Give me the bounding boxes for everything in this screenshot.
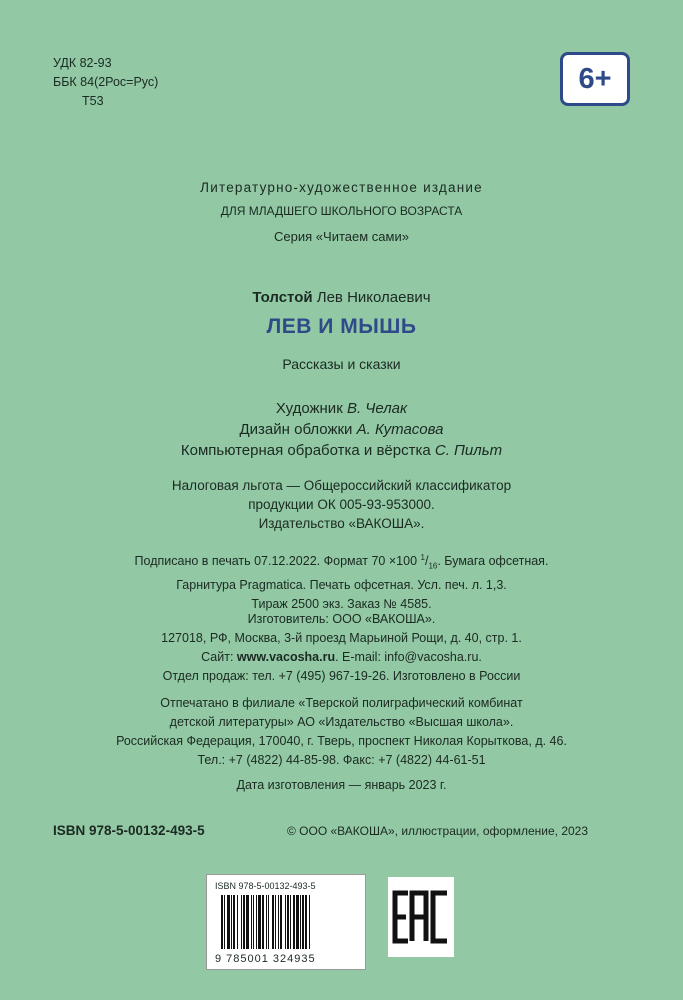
barcode-bar bbox=[256, 895, 257, 949]
printer-block bbox=[0, 694, 683, 770]
edition-audience: ДЛЯ МЛАДШЕГО ШКОЛЬНОГО ВОЗРАСТА bbox=[220, 204, 463, 218]
manufacturer-block bbox=[0, 610, 683, 686]
barcode-bar bbox=[275, 895, 276, 949]
printer-line: Отпечатано в филиале «Тверской полиграфический комбинат bbox=[160, 696, 523, 710]
barcode-bar bbox=[251, 895, 252, 949]
book-subtitle: Рассказы и сказки bbox=[282, 356, 401, 372]
tax-line: Издательство «ВАКОША». bbox=[258, 516, 425, 531]
barcode-bar bbox=[272, 895, 274, 949]
author-name: Лев Николаевич bbox=[316, 289, 431, 306]
author bbox=[0, 289, 683, 306]
barcode-bar bbox=[309, 895, 310, 949]
barcode-bar bbox=[278, 895, 279, 949]
barcode-bar bbox=[280, 895, 282, 949]
author-mark: Т53 bbox=[82, 94, 104, 108]
manufacturer-sales: Отдел продаж: тел. +7 (495) 967-19-26. Изготовлено в России bbox=[162, 669, 521, 683]
site-link[interactable]: www.vacosha.ru bbox=[236, 650, 336, 664]
barcode bbox=[206, 874, 366, 970]
manufacturer-contacts: Сайт: www.vacosha.ru. E-mail: info@vacosha.ru. bbox=[201, 650, 482, 664]
printer-line: детской литературы» АО «Издательство «Высшая школа». bbox=[169, 715, 514, 729]
manufacture-date: Дата изготовления — январь 2023 г. bbox=[236, 778, 447, 792]
barcode-bar bbox=[268, 895, 269, 949]
printer-line: Тел.: +7 (4822) 44-85-98. Факс: +7 (4822) 44-61-51 bbox=[197, 753, 486, 767]
barcode-bar bbox=[231, 895, 232, 949]
author-surname: Толстой bbox=[252, 289, 313, 306]
manufacturer-line: Изготовитель: ООО «ВАКОША». bbox=[247, 612, 436, 626]
barcode-bar bbox=[266, 895, 267, 949]
barcode-bar bbox=[224, 895, 225, 949]
barcode-isbn: ISBN 978-5-00132-493-5 bbox=[215, 881, 316, 891]
credit-cover-design: Дизайн обложки А. Кутасова bbox=[239, 421, 444, 438]
barcode-bar bbox=[243, 895, 245, 949]
edition-series: Серия «Читаем сами» bbox=[274, 229, 409, 244]
barcode-bar bbox=[262, 895, 264, 949]
credits-block bbox=[0, 398, 683, 461]
barcode-bar bbox=[241, 895, 242, 949]
credit-layout: Компьютерная обработка и вёрстка С. Пильт bbox=[180, 442, 503, 459]
print-info-block bbox=[0, 548, 683, 614]
eac-mark-icon bbox=[388, 877, 454, 957]
book-title: ЛЕВ И МЫШЬ bbox=[266, 315, 417, 338]
credit-illustrator: Художник В. Челак bbox=[275, 400, 408, 417]
barcode-bar bbox=[227, 895, 230, 949]
barcode-bar bbox=[258, 895, 261, 949]
barcode-bar bbox=[293, 895, 295, 949]
barcode-bar bbox=[300, 895, 301, 949]
barcode-bar bbox=[237, 895, 238, 949]
barcode-bar bbox=[296, 895, 299, 949]
barcode-bar bbox=[287, 895, 289, 949]
barcode-bar bbox=[233, 895, 235, 949]
edition-type: Литературно-художественное издание bbox=[200, 180, 483, 195]
print-info-line: Гарнитура Pragmatica. Печать офсетная. Усл. печ. л. 1,3. bbox=[176, 577, 507, 592]
bbk-code: ББК 84(2Рос=Рус) bbox=[53, 75, 159, 89]
barcode-bar bbox=[302, 895, 304, 949]
age-rating-badge: 6+ bbox=[560, 52, 630, 106]
barcode-bar bbox=[253, 895, 254, 949]
barcode-bars bbox=[221, 895, 353, 949]
barcode-bar bbox=[305, 895, 307, 949]
print-info-line: Тираж 2500 экз. Заказ № 4585. bbox=[251, 596, 432, 611]
manufacturer-address: 127018, РФ, Москва, 3-й проезд Марьиной Рощи, д. 40, стр. 1. bbox=[161, 631, 522, 645]
barcode-bar bbox=[246, 895, 249, 949]
barcode-bar bbox=[221, 895, 223, 949]
barcode-bar bbox=[285, 895, 286, 949]
barcode-digits: 9 785001 324935 bbox=[215, 953, 316, 965]
tax-line: продукции ОК 005-93-953000. bbox=[248, 497, 435, 512]
tax-block bbox=[0, 476, 683, 533]
copyright: © ООО «ВАКОША», иллюстрации, оформление, 2023 bbox=[287, 824, 589, 838]
tax-line: Налоговая льгота — Общероссийский классификатор bbox=[171, 478, 512, 493]
isbn: ISBN 978-5-00132-493-5 bbox=[53, 823, 205, 838]
udk-code: УДК 82-93 bbox=[53, 56, 112, 70]
print-info-line: Подписано в печать 07.12.2022. Формат 70 ×100 $^1/_{16}$. Бумага офсетная. bbox=[134, 553, 549, 571]
printer-line: Российская Федерация, 170040, г. Тверь, проспект Николая Корыткова, д. 46. bbox=[116, 734, 567, 748]
barcode-bar bbox=[290, 895, 291, 949]
